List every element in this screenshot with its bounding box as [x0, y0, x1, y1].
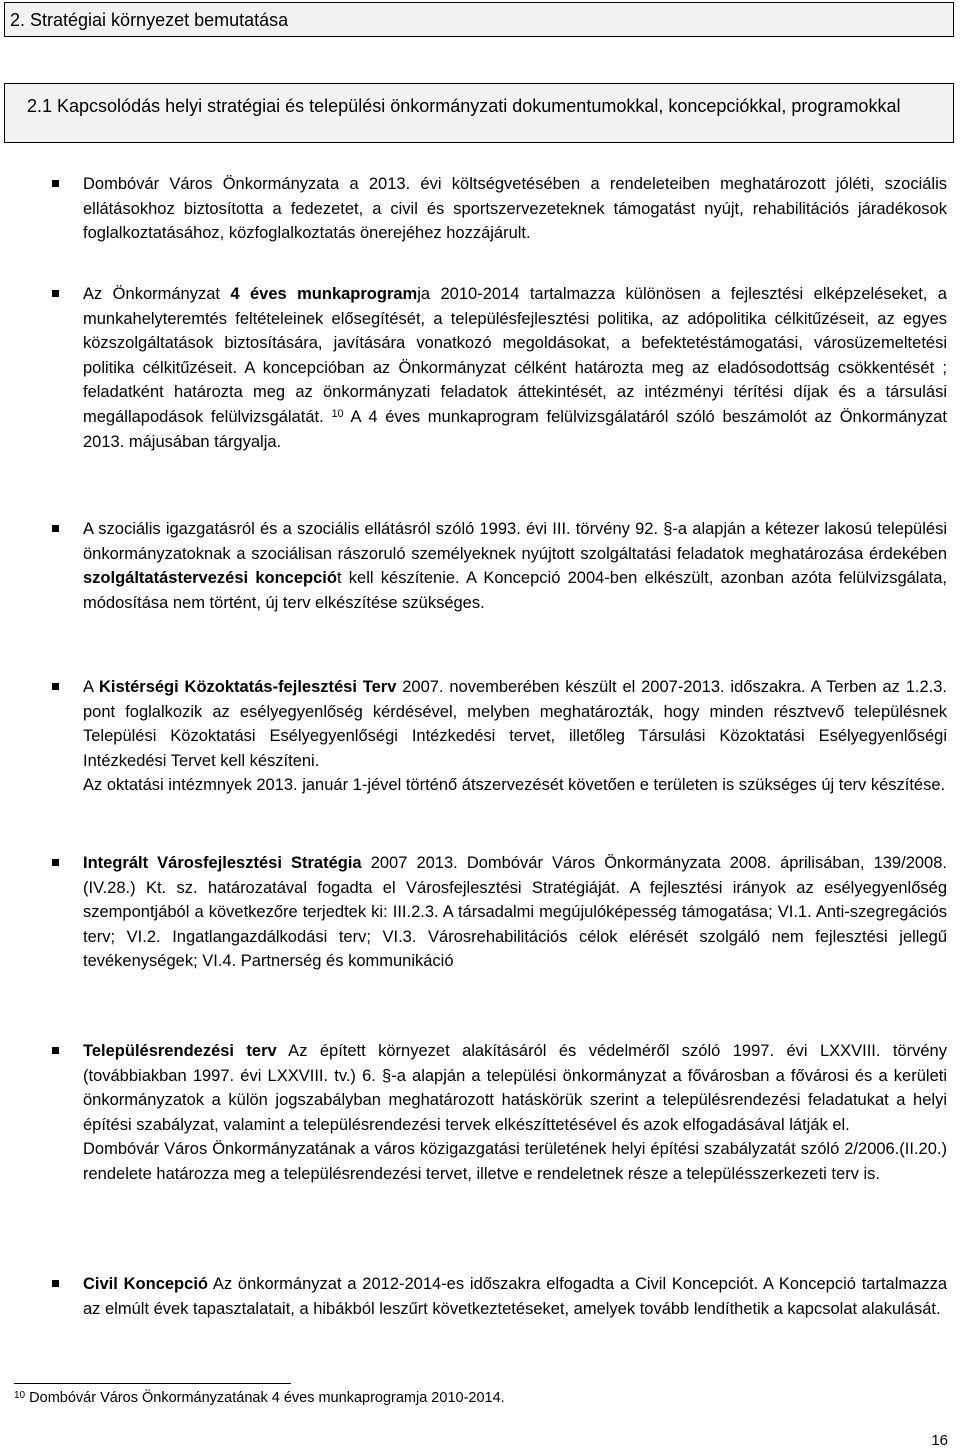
bullet-icon — [52, 1047, 59, 1054]
bullet-icon — [52, 683, 59, 690]
item-text — [83, 1039, 947, 1137]
item-text — [83, 1272, 947, 1321]
list-item — [83, 1272, 947, 1321]
item-text: Dombóvár Város Önkormányzata a 2013. évi költségvetésében a rendeleteiben meghatározott jóléti, szociális ellátásokhoz biztosította a fedezetet, a civil és sportszervezeteknek támogatást nyújt, rehabilitációs járadékosok foglalkoztatásához, közfoglalkoztatás önerejéhez hozzájárult. — [83, 175, 947, 243]
bullet-icon — [52, 859, 59, 866]
text-run: A — [83, 678, 99, 696]
footnote-text: Dombóvár Város Önkormányzatának 4 éves munkaprogramja 2010-2014. — [25, 1390, 505, 1406]
text-run: A 4 éves munkaprogram felülvizsgálatáról szóló beszámolót az Önkormányzat 2013. májusában tárgyalja. — [83, 407, 947, 451]
subsection-heading: 2.1 Kapcsolódás helyi stratégiai és települési önkormányzati dokumentumokkal, koncepciókkal, programokkal — [27, 96, 901, 116]
bold-term: 4 éves munkaprogram — [230, 285, 418, 303]
list-item — [83, 675, 947, 798]
item-text — [83, 851, 947, 974]
text-run: ja 2010-2014 tartalmazza különösen a fejlesztési elképzeléseket, a munkahelyteremtés feltételeinek elősegítését, a településfejlesztési politika, az adópolitika célkitűzéseit, az egyes közszolgáltatások biztosítására, javítására vonatkozó megoldásokat, a befektetéstámogatási, városüzemeltetési politika célkitűzéseit. A koncepcióban az Önkormányzat célként határozta meg az eladósodottság csökkentését ; feladatként határozta meg az önkormányzati feladatok áttekintését, az intézményi térítési díjak és a társulási megállapodások felülvizsgálatát. — [83, 285, 947, 426]
bold-term: szolgáltatástervezési koncepció — [83, 569, 337, 588]
footnote-number: 10 — [14, 1390, 26, 1401]
bold-term: Kistérségi Közoktatás-fejlesztési Terv — [98, 678, 397, 696]
text-run: 2007. novemberében készült el 2007-2013. időszakra. A Terben az 1.2.3. pont foglalkozik az esélyegyenlőség kérdésével, melyben meghatározták, hogy minden résztvevő településnek Települési Közoktatási Esélyegyenlőségi Intézkedési tervet, illetőleg Társulási Közoktatási Esélyegyenlőségi Intézkedési Tervet kell készíteni. — [83, 678, 947, 770]
bold-term: Integrált Városfejlesztési Stratégia — [83, 854, 362, 872]
item-text — [83, 517, 947, 615]
text-run: A szociális igazgatásról és a szociális ellátásról szóló 1993. évi III. törvény 92. §-a alapján a kétezer lakosú települési önkormányzatoknak a szociálisan rászoruló személyeknek nyújtott szolgáltatási feladatok meghatározása érdekében — [83, 520, 947, 563]
list-item — [83, 851, 947, 974]
text-run: t kell készítenie. A Koncepció 2004-ben elkészült, azonban azóta felülvizsgálata, módosítása nem történt, új terv elkészítése szükséges. — [83, 569, 947, 612]
section-heading: 2. Stratégiai környezet bemutatása — [10, 10, 289, 30]
text-run: 2007 2013. Dombóvár Város Önkormányzata 2008. áprilisában, 139/2008. (IV.28.) Kt. sz. határozatával fogadta el Városfejlesztési Stratégiáját. A fejlesztési irányok az esélyegyenlőség szempontjából a következőre terjedtek ki: III.2.3. A társadalmi megújulóképesség támogatása; VI.1. Anti-szegregációs terv; VI.2. Ingatlangazdálkodási terv; VI.3. Városrehabilitációs célok elérését szolgáló nem fejlesztési jellegű tevékenységek; VI.4. Partnerség és kommunikáció — [83, 854, 947, 971]
bullet-icon — [52, 290, 59, 297]
text-run: Az épített környezet alakításáról és védelméről szóló 1997. évi LXXVIII. törvény (továbbiakban 1997. évi LXXVIII. tv.) 6. §-a alapján a települési önkormányzat a fővárosban a fővárosi és a kerületi önkormányzatok a külön jogszabályban meghatározott hatáskörük szerint a településrendezési feladatukat a helyi építési szabályzat, valamint a településrendezési tervek elkészíttetésével és azok elfogadásával látják el. — [83, 1042, 947, 1134]
list-item — [83, 282, 947, 454]
footnote — [14, 1390, 505, 1406]
item-text — [83, 675, 947, 773]
text-run: Az önkormányzat a 2012-2014-es időszakra elfogadta a Civil Koncepciót. A Koncepció tartalmazza az elmúlt évek tapasztalatait, a hibákból leszűrt következtetéseket, amelyek tovább lendíthetik a kapcsolat alakulását. — [83, 1275, 947, 1318]
item-text: Az oktatási intézmnyek 2013. január 1-jével történő átszervezését követően e területen is szükséges új terv készítése. — [83, 776, 946, 795]
bold-term: Civil Koncepció — [83, 1275, 208, 1293]
list-item — [83, 1039, 947, 1187]
footnote-ref: 10 — [331, 407, 344, 420]
page-number: 16 — [931, 1432, 948, 1449]
bullet-icon — [52, 180, 59, 187]
list-item — [83, 517, 947, 615]
text-run: Az Önkormányzat — [83, 285, 231, 303]
item-text — [83, 282, 947, 454]
bullet-icon — [52, 1280, 59, 1287]
list-item — [83, 172, 947, 246]
subsection-heading-box — [4, 83, 954, 143]
footnote-separator — [14, 1383, 291, 1384]
bullet-icon — [52, 525, 59, 532]
section-heading-box — [4, 2, 954, 37]
item-text: Dombóvár Város Önkormányzatának a város közigazgatási területének helyi építési szabályzatát szóló 2/2006.(II.20.) rendelete határozza meg a településrendezési tervet, illetve e rendeletnek része a településszerkezeti terv is. — [83, 1140, 947, 1183]
bold-term: Településrendezési terv — [83, 1042, 277, 1060]
